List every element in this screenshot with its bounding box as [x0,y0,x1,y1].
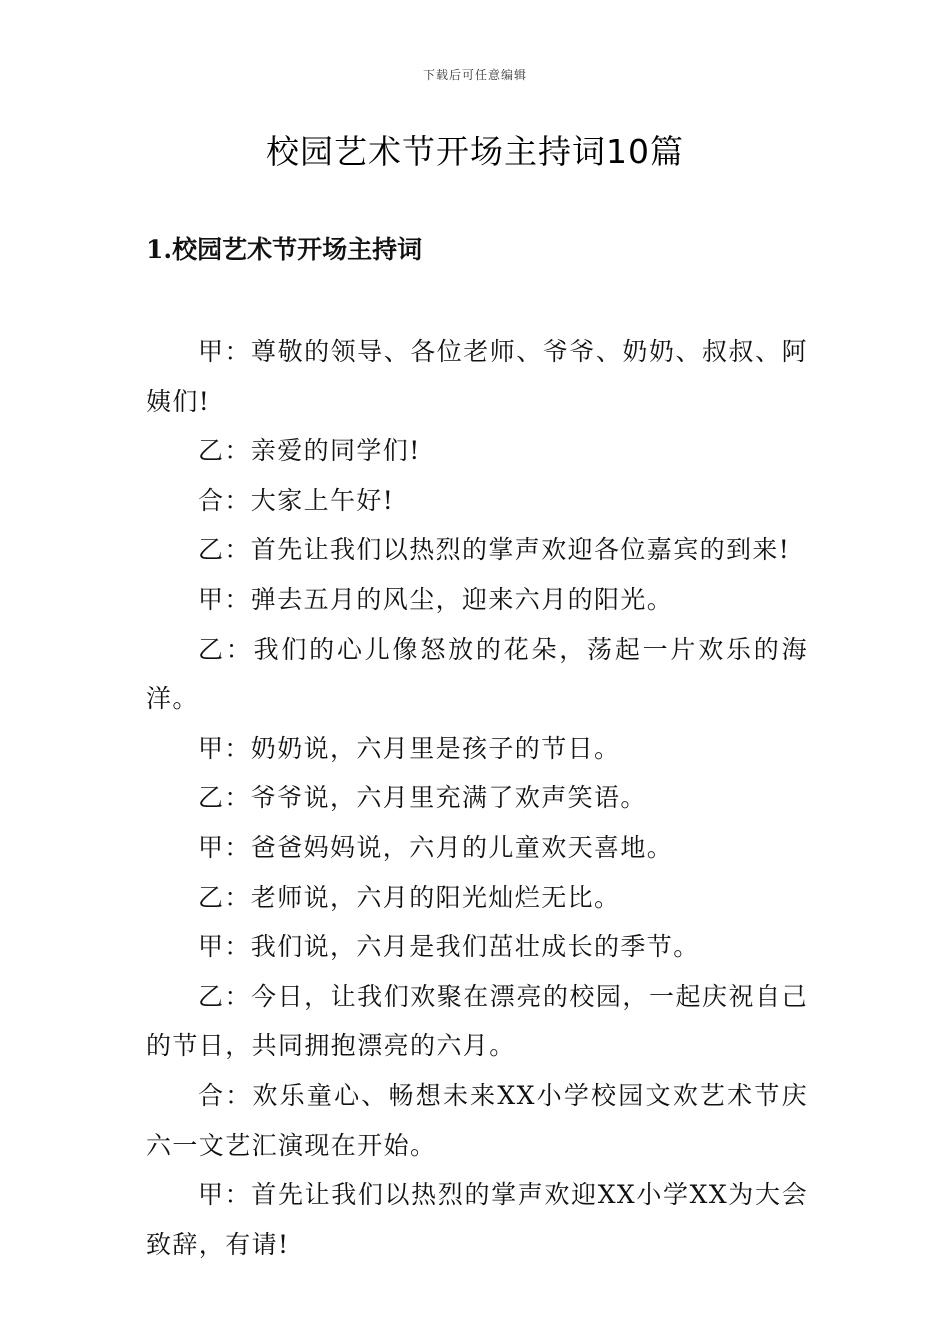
section-heading: 1.校园艺术节开场主持词 [146,235,423,264]
paragraph: 甲：首先让我们以热烈的掌声欢迎XX小学XX为大会致辞，有请! [146,1180,808,1259]
paragraph: 乙：爷爷说，六月里充满了欢声笑语。 [198,783,647,813]
header-note: 下载后可任意编辑 [422,68,527,82]
paragraph: 乙：亲爱的同学们! [198,436,421,466]
paragraph: 甲：奶奶说，六月里是孩子的节日。 [198,733,621,763]
body-text [146,327,808,1269]
paragraph: 乙：首先让我们以热烈的掌声欢迎各位嘉宾的到来! [198,535,791,565]
paragraph: 乙：今日，让我们欢聚在漂亮的校园，一起庆祝自己的节日，共同拥抱漂亮的六月。 [146,981,808,1061]
paragraph: 甲：我们说，六月是我们茁壮成长的季节。 [198,932,700,962]
paragraph: 乙：老师说，六月的阳光灿烂无比。 [198,882,621,912]
paragraph: 甲：爸爸妈妈说，六月的儿童欢天喜地。 [198,832,674,862]
paragraph: 乙：我们的心儿像怒放的花朵，荡起一片欢乐的海洋。 [146,634,808,714]
document-title: 校园艺术节开场主持词10篇 [266,132,684,171]
paragraph: 甲：弹去五月的风尘，迎来六月的阳光。 [198,584,674,614]
paragraph: 合：大家上午好! [198,485,395,515]
paragraph: 甲：尊敬的领导、各位老师、爷爷、奶奶、叔叔、阿姨们! [146,337,808,416]
paragraph: 合：欢乐童心、畅想未来XX小学校园文欢艺术节庆六一文艺汇演现在开始。 [146,1080,808,1160]
